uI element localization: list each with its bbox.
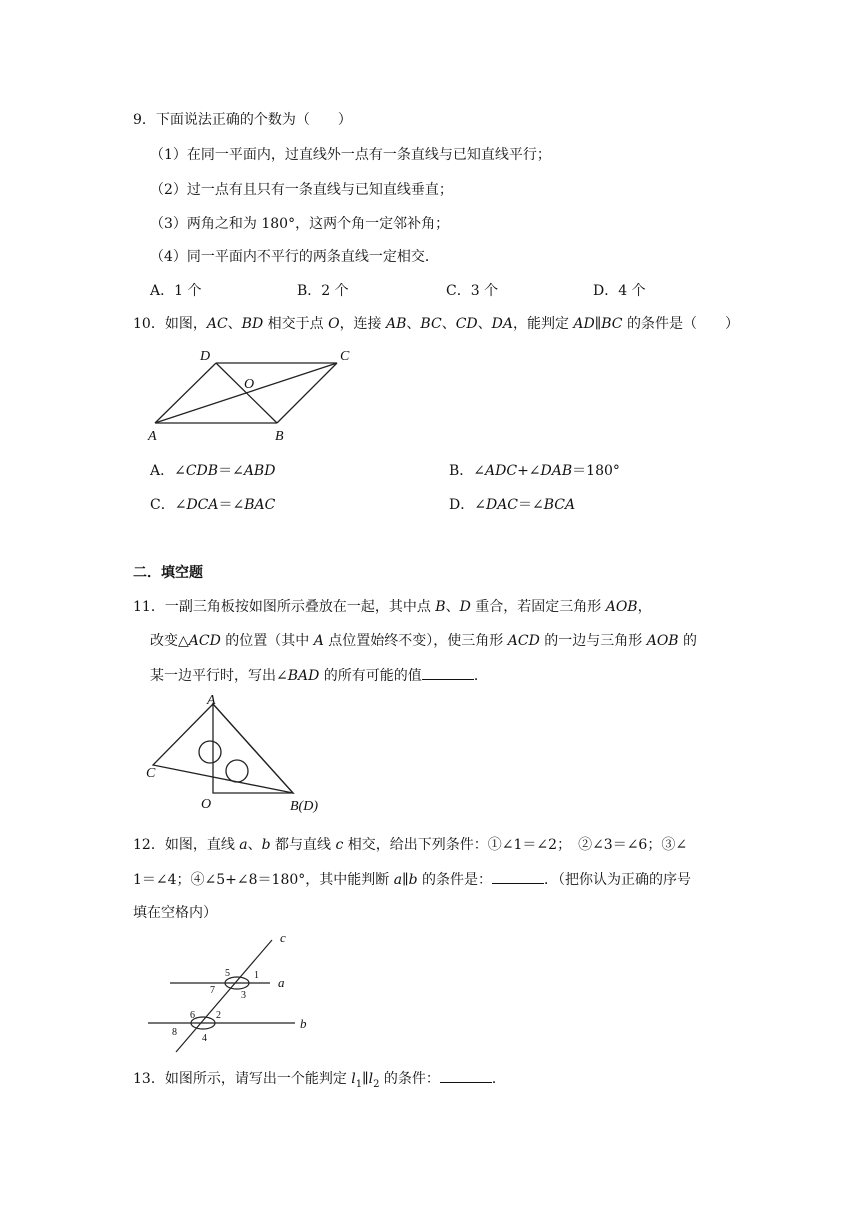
q9-option-d: D．4 个 [593, 283, 646, 299]
angle-label-8: 8 [172, 1027, 177, 1038]
angle-label-5: 5 [225, 968, 230, 979]
q10-parallelogram-figure [140, 340, 370, 450]
q9-option-b: B．2 个 [297, 283, 349, 299]
q9-statement-4: （4）同一平面内不平行的两条直线一定相交． [150, 249, 439, 265]
q9-option-a: A．1 个 [150, 283, 202, 299]
q12-line-3: 填在空格内） [133, 905, 217, 921]
angle-label-7: 7 [210, 985, 215, 996]
q9-statement-3: （3）两角之和为 180°，这两个角一定邻补角； [150, 216, 450, 232]
q10-option-a: A．∠CDB＝∠ABD [150, 463, 276, 479]
q10-stem: 10．如图，AC、BD 相交于点 O，连接 AB、BC、CD、DA，能判定 AD∥BC 的条件是（ ） [133, 316, 739, 332]
q11-line-1: 11．一副三角板按如图所示叠放在一起，其中点 B、D 重合，若固定三角形 AOB， [133, 599, 652, 615]
triangle-acd [153, 704, 293, 793]
angle-label-1: 1 [254, 970, 259, 981]
q10-option-d: D．∠DAC＝∠BCA [449, 497, 576, 513]
label-o: O [244, 377, 255, 392]
q9-statement-2: （2）过一点有且只有一条直线与已知直线垂直； [150, 182, 453, 198]
plate-hole-circle [199, 741, 221, 763]
q12-line-2: 1＝∠4；④∠5+∠8＝180°，其中能判断 a∥b 的条件是： ．（把你认为正确的序号 [133, 869, 691, 890]
label-a: A [207, 693, 216, 708]
label-a: a [278, 975, 285, 990]
label-b-d: B(D) [290, 799, 318, 814]
label-a: A [148, 429, 157, 444]
q13-stem: 13．如图所示，请写出一个能判定 $l_1\parallel l_2$ 的条件： ． [133, 1068, 506, 1095]
label-o: O [201, 797, 212, 812]
angle-label-4: 4 [202, 1033, 207, 1044]
segment-bc [277, 363, 337, 423]
q11-answer-blank[interactable] [422, 665, 474, 680]
angle-label-6: 6 [190, 1010, 195, 1021]
angle-label-3: 3 [241, 990, 246, 1001]
q12-transversal-figure [140, 928, 340, 1058]
q11-line-2: 改变△ACD 的位置（其中 A 点位置始终不变），使三角形 ACD 的一边与三角形 AOB 的 [150, 633, 698, 649]
q9-statement-1: （1）在同一平面内，过直线外一点有一条直线与已知直线平行； [150, 147, 551, 163]
label-d: D [200, 349, 211, 364]
segment-ad [155, 363, 216, 423]
label-c: C [146, 766, 156, 781]
q11-line-3: 某一边平行时，写出∠BAD 的所有可能的值 ． [150, 665, 488, 686]
q13-answer-blank[interactable] [440, 1068, 492, 1083]
label-c: c [280, 930, 286, 945]
q12-answer-blank[interactable] [492, 869, 544, 884]
q12-line-1: 12．如图，直线 a、b 都与直线 c 相交，给出下列条件：①∠1＝∠2； ②∠3＝∠6；③∠ [133, 837, 688, 853]
label-b: B [275, 429, 284, 444]
segment-bd [216, 363, 277, 423]
label-b: b [300, 1016, 307, 1031]
q10-option-c: C．∠DCA＝∠BAC [150, 497, 276, 513]
q11-triangle-plates-figure [140, 692, 340, 817]
section-title-fill-in: 二．填空题 [133, 565, 203, 581]
q9-option-c: C．3 个 [446, 283, 499, 299]
q9-stem: 9．下面说法正确的个数为（ ） [133, 112, 352, 128]
line-c [176, 940, 272, 1052]
plate-hole-circle [226, 760, 248, 782]
label-c: C [340, 349, 350, 364]
angle-label-2: 2 [216, 1010, 221, 1021]
q10-option-b: B．∠ADC+∠DAB＝180° [449, 463, 620, 479]
